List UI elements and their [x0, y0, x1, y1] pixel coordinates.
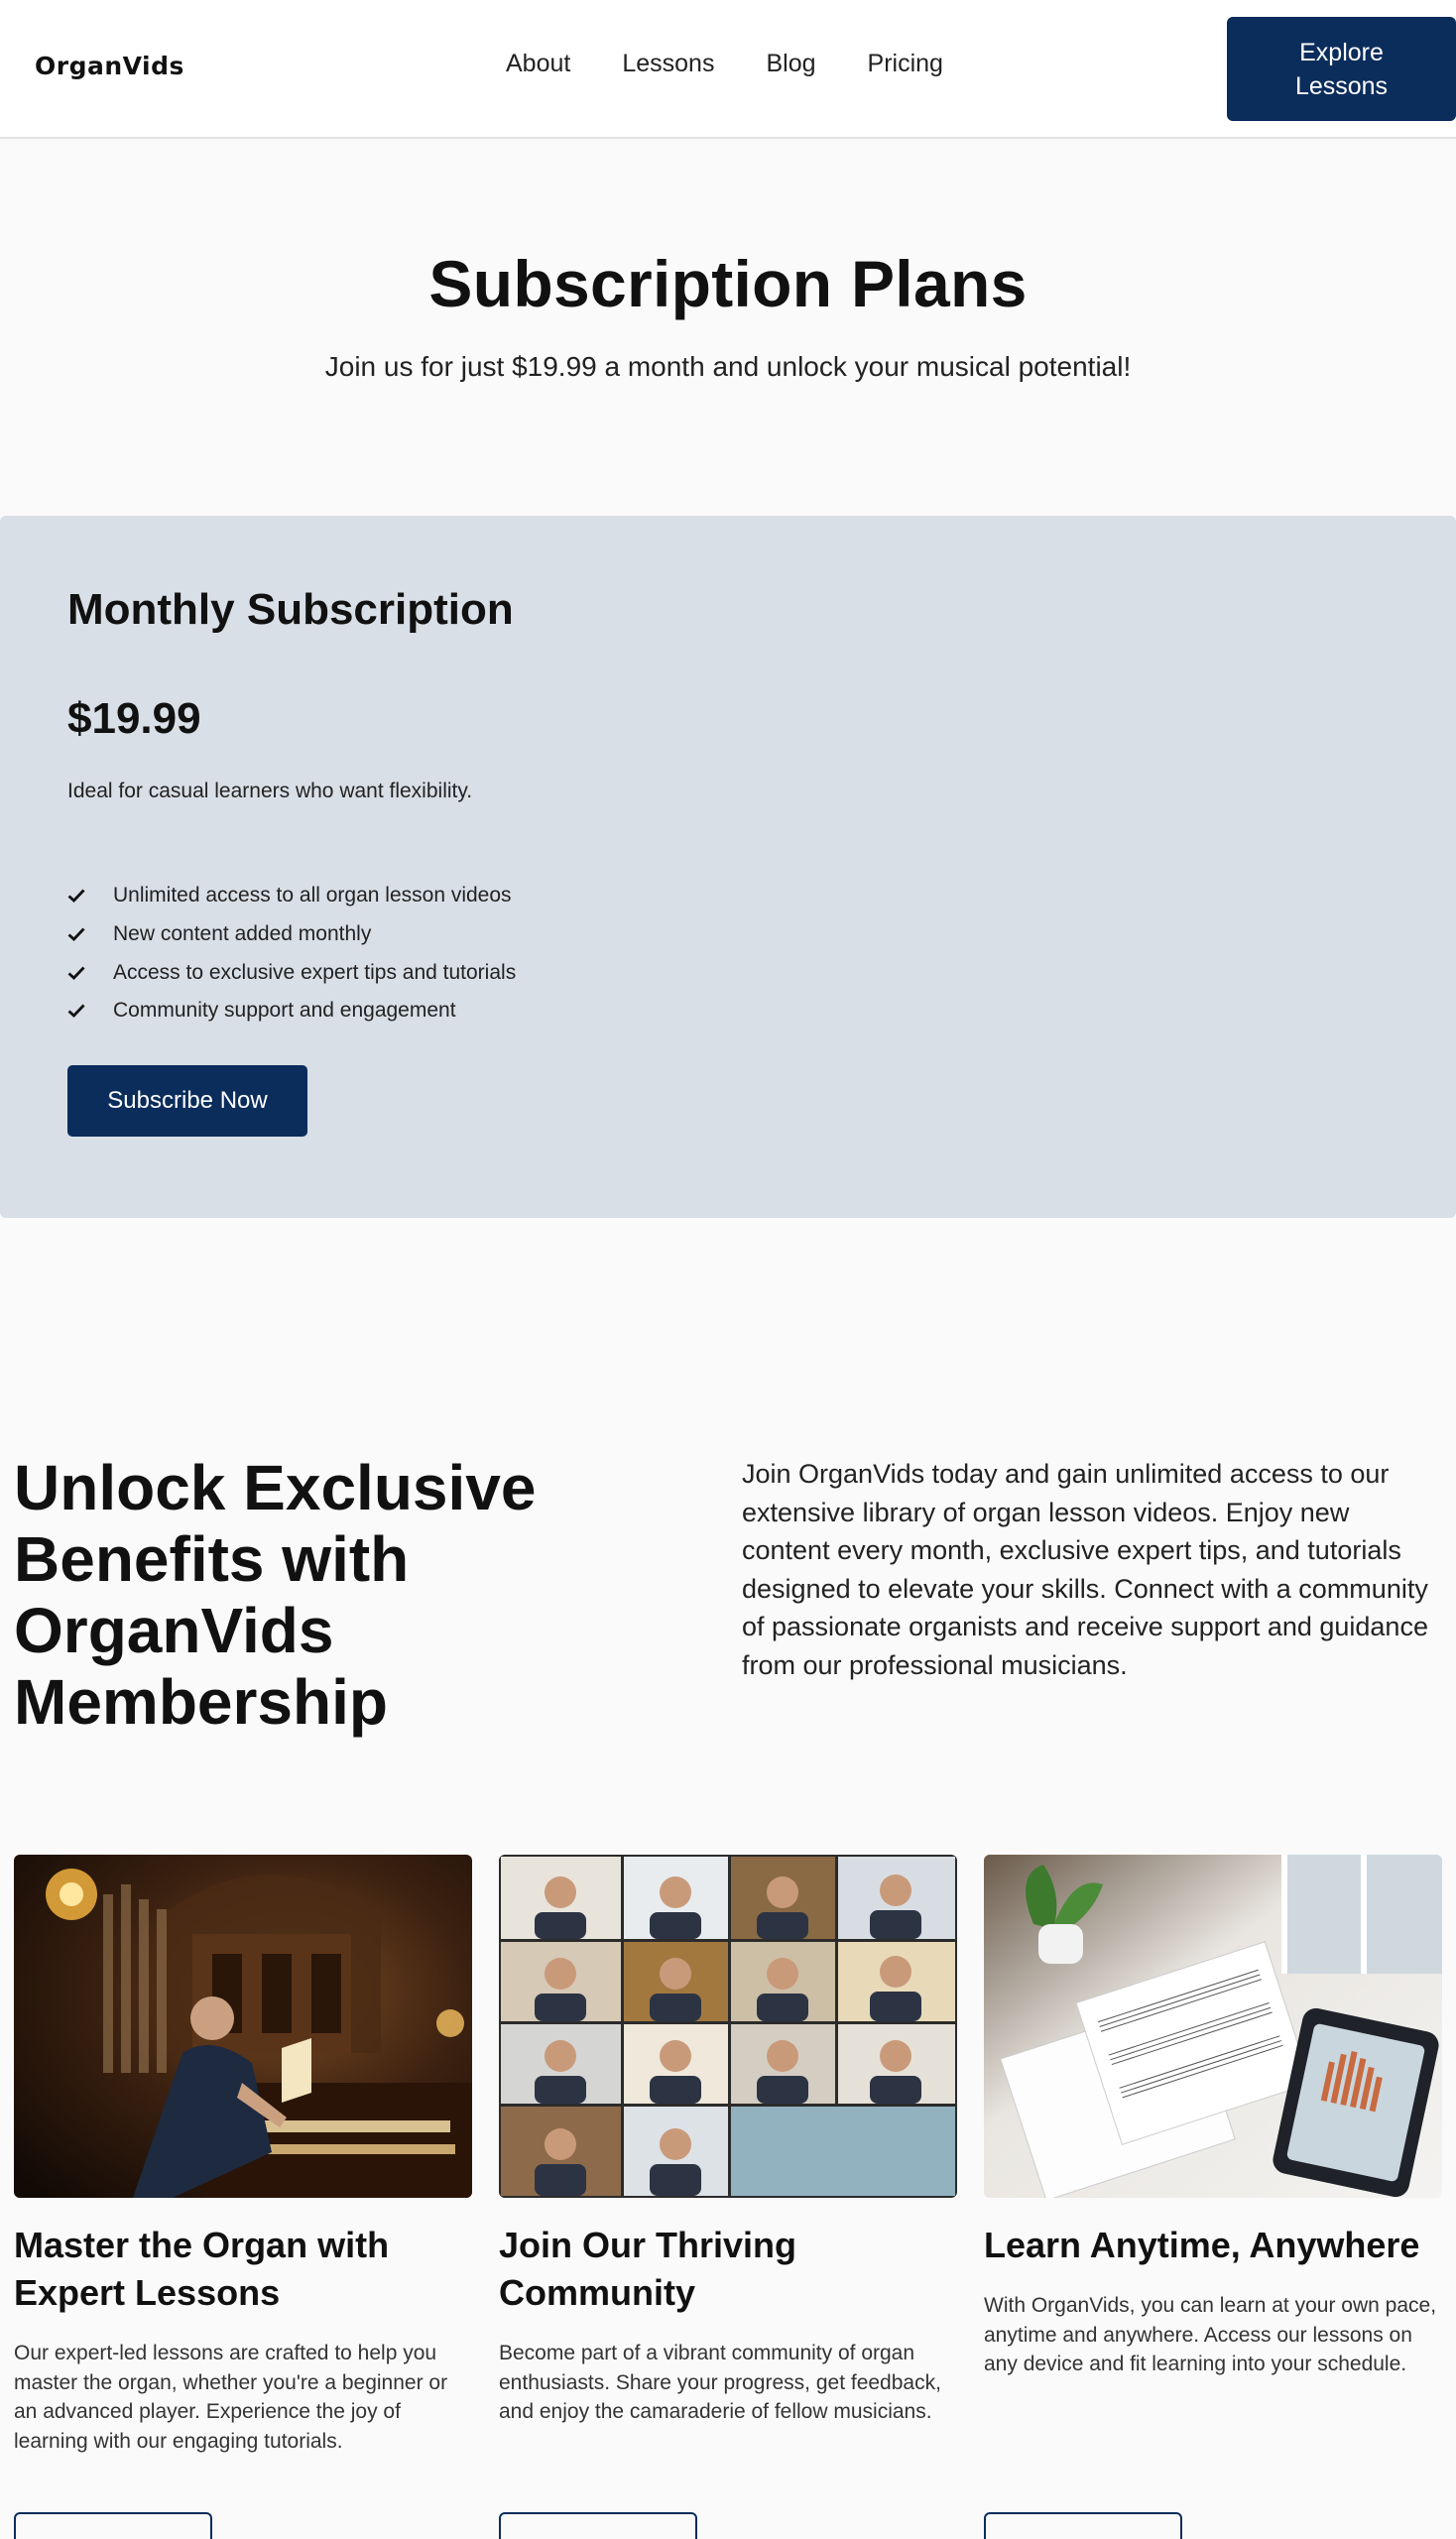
benefits-heading: Unlock Exclusive Benefits with OrganVids Membership	[14, 1452, 537, 1738]
feature-label: New content added monthly	[113, 922, 372, 946]
plan-title: Monthly Subscription	[67, 585, 514, 634]
nav-link-lessons[interactable]: Lessons	[622, 50, 715, 77]
feature-label: Access to exclusive expert tips and tutorials	[113, 960, 517, 984]
feature-card-anywhere	[984, 1855, 1442, 2379]
page-title: Subscription Plans	[428, 247, 1028, 320]
nav-link-pricing[interactable]: Pricing	[867, 50, 943, 77]
check-icon	[67, 1004, 113, 1018]
card-title: Learn Anytime, Anywhere	[984, 2225, 1420, 2265]
card-title: Master the Organ with Expert Lessons	[14, 2225, 390, 2313]
card-learn-more-button[interactable]	[499, 2512, 697, 2539]
plan-description: Ideal for casual learners who want flexibility.	[67, 780, 473, 802]
check-icon	[67, 927, 113, 941]
card-text: With OrganVids, you can learn at your own pace, anytime and anywhere. Access our lessons on any device and fit learning into your schedule.	[984, 2294, 1437, 2376]
plan-card	[0, 516, 1456, 1218]
feature-item	[67, 877, 516, 915]
feature-label: Unlimited access to all organ lesson videos	[113, 884, 512, 907]
card-learn-more-button[interactable]	[984, 2512, 1182, 2539]
main-nav	[506, 50, 943, 78]
logo[interactable]: OrganVids	[35, 52, 184, 80]
sheet-music-tablet-image	[984, 1855, 1442, 2198]
subscribe-button[interactable]: Subscribe Now	[67, 1065, 307, 1137]
page-subtitle: Join us for just $19.99 a month and unlock your musical potential!	[324, 351, 1132, 382]
benefits-text: Join OrganVids today and gain unlimited access to our extensive library of organ lesson videos. Enjoy new content every month, exclusive expert tips, and tutorials designed to elevate your skills. Connect with a community of passionate organists and receive support and guidance from our professional musicians.	[742, 1459, 1428, 1680]
card-learn-more-button[interactable]	[14, 2512, 212, 2539]
feature-card-community	[499, 1855, 957, 2427]
organ-player-image	[14, 1855, 472, 2198]
feature-card-lessons	[14, 1855, 472, 2457]
feature-list	[67, 877, 516, 1030]
check-icon	[67, 889, 113, 903]
plan-price: $19.99	[67, 694, 201, 743]
nav-link-blog[interactable]: Blog	[766, 50, 816, 77]
card-title: Join Our Thriving Community	[499, 2225, 797, 2313]
check-icon	[67, 966, 113, 980]
feature-item	[67, 992, 516, 1030]
video-call-image	[499, 1855, 957, 2198]
feature-item	[67, 915, 516, 954]
feature-item	[67, 953, 516, 992]
site-header	[0, 0, 1456, 139]
nav-link-about[interactable]: About	[506, 50, 571, 77]
card-text: Our expert-led lessons are crafted to help you master the organ, whether you're a beginner or an advanced player. Experience the joy of learning with our engaging tutorials.	[14, 2342, 448, 2454]
card-text: Become part of a vibrant community of organ enthusiasts. Share your progress, get feedback, and enjoy the camaraderie of fellow musicians.	[499, 2342, 941, 2424]
feature-label: Community support and engagement	[113, 999, 456, 1023]
explore-lessons-button[interactable]: Explore Lessons	[1227, 17, 1456, 121]
